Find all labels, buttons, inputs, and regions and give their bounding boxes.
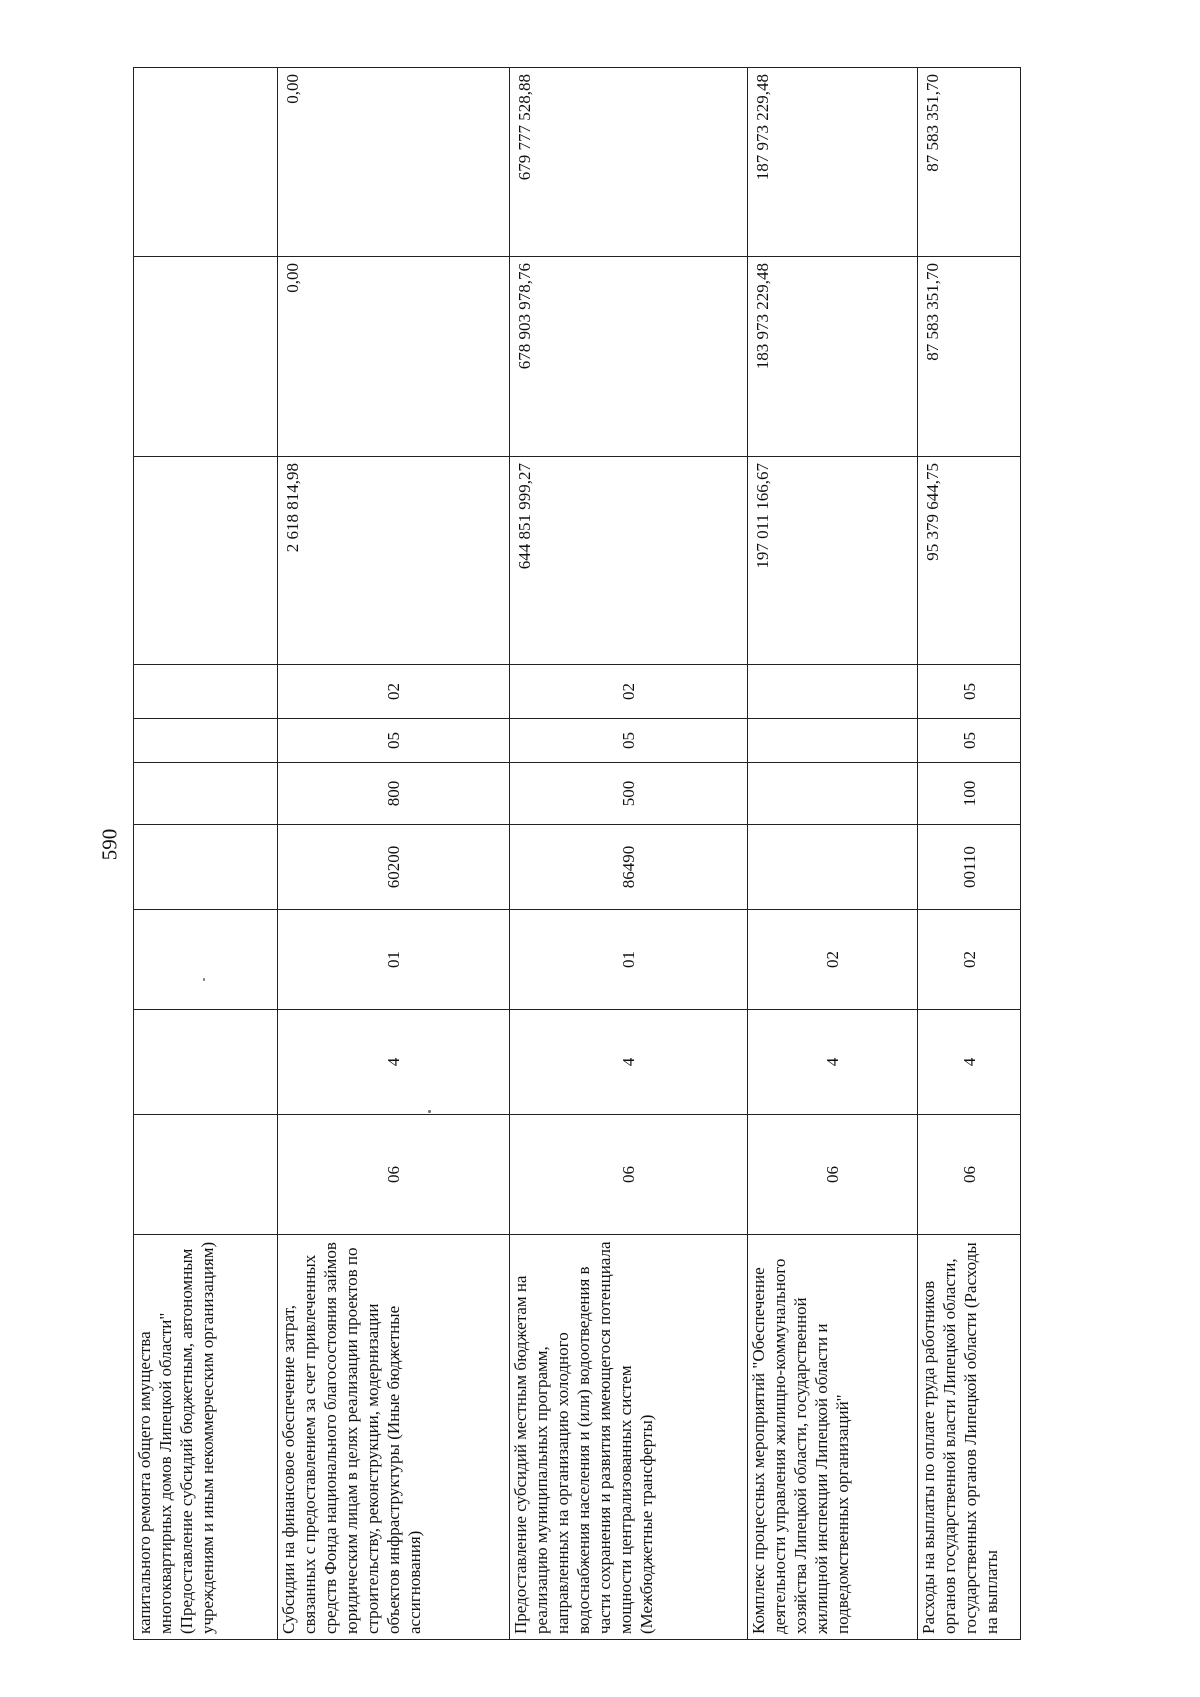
col1-cell: 06 xyxy=(918,1115,1021,1235)
col7-cell xyxy=(748,665,918,719)
col1-cell: 06 xyxy=(278,1115,510,1235)
amount1-cell xyxy=(134,457,278,665)
col7-cell: 05 xyxy=(918,665,1021,719)
col3-cell: 01 xyxy=(278,910,510,1010)
budget-table xyxy=(133,67,1021,1640)
page-number: 590 xyxy=(97,828,122,861)
col2-cell xyxy=(134,1010,278,1115)
col5-cell: 800 xyxy=(278,763,510,825)
col6-cell xyxy=(134,719,278,763)
amount3-cell: 679 777 528,88 xyxy=(510,68,748,257)
amount2-cell: 678 903 978,76 xyxy=(510,257,748,457)
col3-cell xyxy=(134,910,278,1010)
rotated-table-container xyxy=(133,40,1001,1640)
col3-cell: 01 xyxy=(510,910,748,1010)
col2-cell: 4 xyxy=(278,1010,510,1115)
col5-cell xyxy=(748,763,918,825)
amount2-cell: 0,00 xyxy=(278,257,510,457)
amount3-cell: 0,00 xyxy=(278,68,510,257)
table-row xyxy=(748,68,918,1640)
col2-cell: 4 xyxy=(510,1010,748,1115)
col7-cell: 02 xyxy=(278,665,510,719)
col1-cell xyxy=(134,1115,278,1235)
table-row xyxy=(510,68,748,1640)
col7-cell xyxy=(134,665,278,719)
col2-cell: 4 xyxy=(748,1010,918,1115)
table-row xyxy=(918,68,1021,1640)
amount3-cell: 87 583 351,70 xyxy=(918,68,1021,257)
amount3-cell: 187 973 229,48 xyxy=(748,68,918,257)
col3-cell: 02 xyxy=(918,910,1021,1010)
table-row xyxy=(278,68,510,1640)
col5-cell xyxy=(134,763,278,825)
col1-cell: 06 xyxy=(510,1115,748,1235)
col2-cell: 4 xyxy=(918,1010,1021,1115)
col6-cell: 05 xyxy=(918,719,1021,763)
amount1-cell: 2 618 814,98 xyxy=(278,457,510,665)
col4-cell xyxy=(134,825,278,910)
table-row xyxy=(134,68,278,1640)
col4-cell: 86490 xyxy=(510,825,748,910)
col5-cell: 100 xyxy=(918,763,1021,825)
col6-cell: 05 xyxy=(278,719,510,763)
row-description: Комплекс процессных мероприятий "Обеспечение деятельности управления жилищно-коммунального хозяйства Липецкой области, государственной жилищной инспекции Липецкой области и подведомственных организаций" xyxy=(748,1235,918,1640)
amount1-cell: 644 851 999,27 xyxy=(510,457,748,665)
amount2-cell xyxy=(134,257,278,457)
col3-cell: 02 xyxy=(748,910,918,1010)
col7-cell: 02 xyxy=(510,665,748,719)
col4-cell: 60200 xyxy=(278,825,510,910)
col1-cell: 06 xyxy=(748,1115,918,1235)
col4-cell xyxy=(748,825,918,910)
row-description: Субсидии на финансовое обеспечение затрат, связанных с предоставлением за счет привлеченных средств Фонда национального благосостояния займов юридическим лицам в целях реализации проектов по строительству, реконструкции, модернизации объектов инфраструктуры (Иные бюджетные ассигнования) xyxy=(278,1235,510,1640)
col4-cell: 00110 xyxy=(918,825,1021,910)
amount2-cell: 183 973 229,48 xyxy=(748,257,918,457)
col6-cell: 05 xyxy=(510,719,748,763)
amount1-cell: 197 011 166,67 xyxy=(748,457,918,665)
row-description: Предоставление субсидий местным бюджетам на реализацию муниципальных программ, направленных на организацию холодного водоснабжения населения и (или) водоотведения в части сохранения и развития имеющегося потенциала мощности централизованных систем (Межбюджетные трансферты) xyxy=(510,1235,748,1640)
col6-cell xyxy=(748,719,918,763)
col5-cell: 500 xyxy=(510,763,748,825)
amount1-cell: 95 379 644,75 xyxy=(918,457,1021,665)
amount2-cell: 87 583 351,70 xyxy=(918,257,1021,457)
amount3-cell xyxy=(134,68,278,257)
row-description: Расходы на выплаты по оплате труда работников органов государственной власти Липецкой области, государственных органов Липецкой области (Расходы на выплаты xyxy=(918,1235,1021,1640)
row-description: капитального ремонта общего имущества многоквартирных домов Липецкой области" (Предоставление субсидий бюджетным, автономным учреждениям и иным некоммерческим организациям) xyxy=(134,1235,278,1640)
